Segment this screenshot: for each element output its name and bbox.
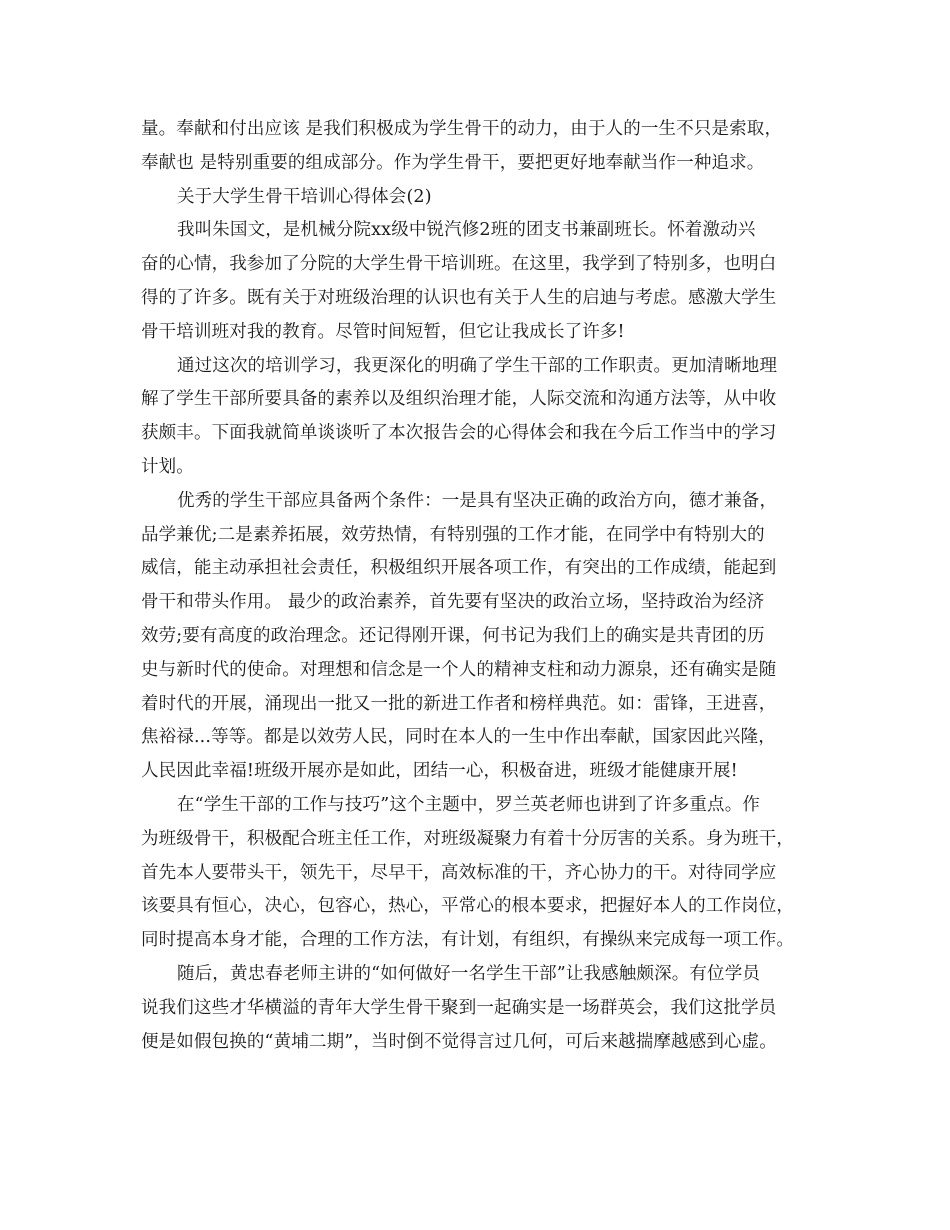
text-line: 计划。 (141, 456, 194, 477)
text-line: 该要具有恒心，决心，包容心，热心，平常心的根本要求，把握好本人的工作岗位， (141, 896, 795, 917)
text-line: 优秀的学生干部应具备两个条件：一是具有坚决正确的政治方向，德才兼备， (177, 490, 778, 511)
text-line: 史与新时代的使命。对理想和信念是一个人的精神支柱和动力源泉，还有确实是随 (141, 659, 777, 680)
text-line: 品学兼优;二是素养拓展，效劳热情，有特别强的工作才能，在同学中有特别大的 (141, 524, 765, 545)
text-line: 骨干和带头作用。 最少的政治素养，首先要有坚决的政治立场，坚持政治为经济 (141, 592, 765, 613)
text-line: 在“学生干部的工作与技巧”这个主题中，罗兰英老师也讲到了许多重点。作 (177, 794, 760, 815)
text-line: 威信，能主动承担社会责任，积极组织开展各项工作，有突出的工作成绩，能起到 (141, 558, 777, 579)
body-text (141, 113, 821, 1059)
text-line: 解了学生干部所要具备的素养以及组织治理才能，人际交流和沟通方法等，从中收 (141, 389, 777, 410)
section-heading: 关于大学生骨干培训心得体会(2) (177, 186, 432, 207)
text-line: 随后，黄忠春老师主讲的“如何做好一名学生干部”让我感触颇深。有位学员 (177, 963, 760, 984)
text-line: 通过这次的培训学习，我更深化的明确了学生干部的工作职责。更加清晰地理 (177, 355, 778, 376)
text-line: 量。奉献和付出应该 是我们积极成为学生骨干的动力，由于人的一生不只是索取， (141, 119, 783, 139)
text-line: 获颇丰。下面我就简单谈谈听了本次报告会的心得体会和我在今后工作当中的学习 (141, 423, 777, 444)
text-line: 同时提高本身才能，合理的工作方法，有计划，有组织，有操纵来完成每一项工作。 (141, 930, 795, 951)
text-line: 效劳;要有高度的政治理念。还记得刚开课，何书记为我们上的确实是共青团的历 (141, 625, 765, 646)
text-line: 奉献也 是特别重要的组成部分。作为学生骨干，要把更好地奉献当作一种追求。 (141, 152, 765, 173)
text-line: 说我们这些才华横溢的青年大学生骨干聚到一起确实是一场群英会，我们这批学员 (141, 997, 777, 1018)
text-line: 首先本人要带头干，领先干，尽早干，高效标准的干，齐心协力的干。对待同学应 (141, 862, 777, 883)
text-line: 为班级骨干，积极配合班主任工作，对班级凝聚力有着十分厉害的关系。身为班干， (141, 828, 795, 849)
text-line: 人民因此幸福!班级开展亦是如此，团结一心，积极奋进，班级才能健康开展! (141, 761, 738, 782)
text-line: 焦裕禄...等等。都是以效劳人民，同时在本人的一生中作出奉献，国家因此兴隆， (141, 727, 776, 748)
text-line: 我叫朱国文，是机械分院xx级中锐汽修2班的团支书兼副班长。怀着激动兴 (177, 220, 756, 241)
text-line: 骨干培训班对我的教育。尽管时间短暂，但它让我成长了许多! (141, 321, 625, 342)
text-line: 得的了许多。既有关于对班级治理的认识也有关于人生的启迪与考虑。感激大学生 (141, 287, 777, 308)
text-line: 着时代的开展，涌现出一批又一批的新进工作者和榜样典范。如：雷锋，王进喜， (141, 693, 777, 714)
text-line: 奋的心情，我参加了分院的大学生骨干培训班。在这里，我学到了特别多，也明白 (141, 254, 777, 275)
text-line: 便是如假包换的“黄埔二期”，当时倒不觉得言过几何，可后来越揣摩越感到心虚。 (141, 1031, 777, 1052)
